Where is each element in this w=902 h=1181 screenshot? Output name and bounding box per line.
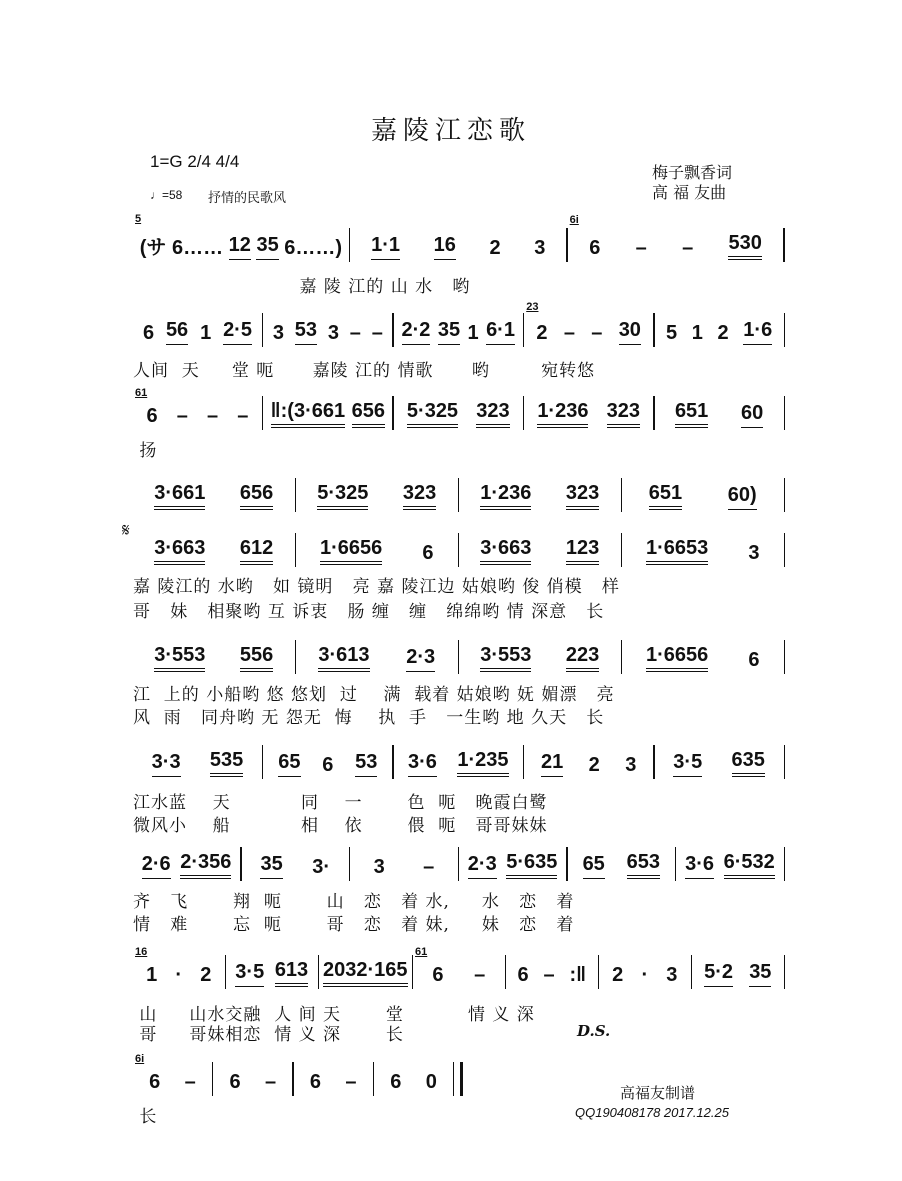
staff-system: [133, 849, 785, 879]
note-group: 3: [272, 322, 284, 344]
note-group: 3: [373, 856, 385, 878]
grace-note: 6i: [135, 1053, 145, 1065]
staff-system: [133, 642, 785, 672]
measure: [599, 964, 691, 987]
measure: [133, 213, 349, 260]
grace-note: 23: [526, 301, 539, 313]
bar-line: [784, 313, 786, 347]
note-group: 635: [732, 749, 765, 777]
note-group: 6: [146, 405, 158, 427]
note-group: 16: [434, 234, 456, 260]
note-group: 6·1: [486, 319, 515, 345]
note-group: –: [184, 1071, 196, 1093]
bar-line: [784, 640, 786, 674]
note-group: 3: [666, 964, 678, 986]
lyric-line: 齐 飞 翔 呃 山 恋 着 水, 水 恋 着: [133, 892, 575, 912]
note-group: :‖: [569, 964, 587, 986]
footer-contact: QQ190408178 2017.12.25: [575, 1105, 729, 1120]
note-group: 35: [256, 234, 278, 260]
measure: [655, 400, 784, 428]
measure: [524, 301, 653, 345]
note-group: 3: [625, 754, 637, 776]
measure: [226, 959, 318, 987]
note-group: 6·532: [724, 851, 775, 879]
lyric-line: 嘉 陵 江的 山 水 哟: [133, 277, 471, 297]
note-group: 5·635: [506, 851, 557, 879]
note-group: 2·6: [142, 853, 171, 879]
note-group: 35: [749, 961, 771, 987]
note-group: 323: [607, 400, 640, 428]
note-group: 1·235: [457, 749, 508, 777]
lyric-line: 江 上的 小船哟 悠 悠划 过 满 载着 姑娘哟 妩 媚漂 亮: [133, 685, 615, 705]
note-group: –: [474, 964, 486, 986]
measure: [133, 319, 262, 345]
note-group: –: [349, 322, 361, 344]
note-group: 6: [748, 649, 760, 671]
note-group: 530: [728, 232, 761, 260]
note-group: 2·165: [356, 959, 407, 987]
measure: [296, 644, 458, 672]
measure: [459, 482, 621, 510]
note-group: 556: [240, 644, 273, 672]
footer-maker: 高福友制谱: [620, 1084, 696, 1102]
note-group: 53: [295, 319, 317, 345]
staff-system: [133, 535, 785, 565]
note-group: 2·5: [223, 319, 252, 345]
measure: [350, 234, 566, 260]
measure: [133, 946, 225, 987]
note-group: 1: [467, 322, 479, 344]
note-group: 6: [149, 1071, 161, 1093]
measure: [524, 751, 653, 777]
measure: [296, 482, 458, 510]
note-group: 2: [588, 754, 600, 776]
measure: [319, 959, 412, 987]
measure: [568, 851, 675, 879]
note-group: 3·: [312, 856, 331, 878]
note-group: 123: [566, 537, 599, 565]
note-group: 2: [612, 964, 624, 986]
note-group: 651: [649, 482, 682, 510]
lyric-line: 人间 天 堂 呃 嘉陵 江的 情歌 哟 宛转悠: [133, 361, 596, 381]
note-group: 223: [566, 644, 599, 672]
note-group: 1·6656: [646, 644, 708, 672]
bar-line: [784, 745, 786, 779]
staff-system: [133, 301, 785, 345]
note-group: 1·1: [371, 234, 400, 260]
note-group: 2·3: [406, 646, 435, 672]
note-group: 35: [438, 319, 460, 345]
measure: [506, 964, 598, 987]
measure: [263, 751, 392, 777]
bar-line: [784, 955, 786, 989]
note-group: 2: [717, 322, 729, 344]
style-marking: 抒情的民歌风: [208, 190, 287, 205]
note-group: 2·2: [402, 319, 431, 345]
measure: [133, 851, 240, 879]
note-group: 1·6653: [646, 537, 708, 565]
grace-note: 5: [135, 213, 142, 225]
staff-system: [133, 387, 785, 428]
staff-system: [133, 1053, 463, 1094]
note-group: 3·661: [154, 482, 205, 510]
note-group: 21: [541, 751, 563, 777]
note-group: 6: [229, 1071, 241, 1093]
lyric-line: 微风小 船 相 依 偎 呃 哥哥妹妹: [133, 816, 548, 836]
note-group: 65: [278, 751, 300, 777]
note-group: –: [206, 405, 219, 427]
measure: [213, 1071, 292, 1094]
measure: [413, 946, 505, 987]
note-group: –: [237, 405, 249, 427]
measure: [133, 749, 262, 777]
note-group: 53: [355, 751, 377, 777]
note-group: –: [635, 237, 647, 259]
note-group: –: [423, 856, 435, 878]
measure: [622, 537, 784, 565]
note-group: 3: [534, 237, 546, 259]
lyric-line: 扬: [133, 441, 158, 461]
song-title: 嘉陵江恋歌: [370, 116, 531, 146]
note-group: 323: [476, 400, 509, 428]
note-group: 3·5: [235, 961, 264, 987]
measure: [242, 853, 349, 879]
grace-note: 6i: [569, 214, 579, 226]
lyric-line: 山 山水交融 人 间 天 堂 情 义 深: [133, 1005, 535, 1025]
note-group: 6: [589, 237, 601, 259]
measure: [133, 482, 295, 510]
note-group: ·: [175, 964, 183, 986]
tempo: ♩=58: [150, 188, 183, 202]
lyric-line: 江水蓝 天 同 一 色 呃 晚霞白鹭: [133, 793, 548, 813]
note-group: 3·613: [318, 644, 369, 672]
note-group: –: [682, 237, 694, 259]
lyric-line: 哥 哥妹相恋 情 义 深 长: [133, 1025, 436, 1045]
grace-note: 61: [135, 387, 148, 399]
note-group: 5: [665, 322, 678, 344]
note-group: 1·236: [480, 482, 531, 510]
bar-line: [783, 228, 785, 262]
note-group: 323: [403, 482, 436, 510]
note-group: 5·2: [704, 961, 733, 987]
note-group: 3·6: [408, 751, 437, 777]
note-group: 3: [748, 542, 760, 564]
measure: [692, 961, 784, 987]
note-group: 6: [432, 964, 444, 986]
note-group: 656: [240, 482, 273, 510]
lyric-line: 风 雨 同舟哟 无 怨无 悔 执 手 一生哟 地 久天 长: [133, 708, 605, 728]
note-group: 653: [627, 851, 660, 879]
note-group: 1·6656: [320, 537, 382, 565]
lyric-line: 情 难 忘 呃 哥 恋 着 妹, 妹 恋 着: [133, 915, 575, 935]
measure: [676, 851, 783, 879]
note-group: 535: [210, 749, 243, 777]
lyricist: 梅子飘香词: [652, 163, 733, 182]
measure: [568, 214, 784, 260]
note-group: 1·6: [743, 319, 772, 345]
segno-icon: 𝄋: [122, 520, 130, 541]
note-group: 2·3: [468, 853, 497, 879]
note-group: 2: [489, 237, 501, 259]
note-group: 6……: [171, 237, 224, 259]
measure: [133, 1053, 212, 1094]
bar-line: [784, 847, 786, 881]
measure: [394, 749, 523, 777]
measure: [294, 1071, 373, 1094]
bar-line: [453, 1062, 463, 1096]
measure: [394, 400, 523, 428]
note-group: –: [371, 322, 383, 344]
measure: [524, 400, 653, 428]
measure: [459, 537, 621, 565]
note-group: 3·553: [480, 644, 531, 672]
note-group: 60: [741, 402, 763, 428]
note-group: 2: [536, 322, 548, 344]
staff-system: [133, 213, 785, 260]
note-group: –: [345, 1071, 357, 1093]
measure: [263, 319, 392, 345]
note-group: 6……): [284, 237, 343, 259]
note-group: 5·325: [407, 400, 458, 428]
measure: [655, 749, 784, 777]
note-group: 3: [327, 322, 339, 344]
note-group: 5·325: [317, 482, 368, 510]
note-group: 6: [390, 1071, 402, 1093]
note-group: 3·663: [154, 537, 205, 565]
note-group: 203: [323, 959, 356, 987]
note-group: 1: [200, 322, 212, 344]
measure: [133, 387, 262, 428]
bar-line: [784, 533, 786, 567]
lyric-line: 长: [133, 1107, 158, 1127]
note-group: 656: [352, 400, 385, 428]
note-group: 651: [675, 400, 708, 428]
note-group: –: [591, 322, 603, 344]
note-group: ·: [641, 964, 649, 986]
note-group: 2·356: [180, 851, 231, 879]
note-group: 1: [146, 964, 158, 986]
measure: [374, 1071, 453, 1094]
measure: [622, 644, 784, 672]
lyric-line: 嘉 陵江的 水哟 如 镜明 亮 嘉 陵江边 姑娘哟 俊 俏模 样: [133, 577, 620, 597]
note-group: –: [543, 964, 555, 986]
note-group: 323: [566, 482, 599, 510]
measure: [263, 400, 392, 428]
measure: [394, 319, 523, 345]
staff-system: [133, 747, 785, 777]
note-group: 3·553: [154, 644, 205, 672]
note-group: ‖:(3·661: [271, 400, 345, 428]
note-group: 6: [309, 1071, 322, 1093]
note-group: 65: [583, 853, 605, 879]
lyric-line: 哥 妹 相聚哟 互 诉衷 肠 缠 缠 绵绵哟 情 深意 长: [133, 602, 605, 622]
note-group: 613: [275, 959, 308, 987]
ds-marking: D.S.: [577, 1022, 611, 1040]
measure: [459, 644, 621, 672]
note-group: 3·6: [685, 853, 714, 879]
note-group: 6: [517, 964, 529, 986]
note-group: 1·236: [537, 400, 588, 428]
grace-note: 16: [135, 946, 148, 958]
bar-line: [784, 478, 786, 512]
note-group: (サ: [139, 237, 167, 259]
measure: [296, 537, 458, 565]
note-group: 6: [142, 322, 155, 344]
key-signature: 1=G 2/4 4/4: [150, 152, 240, 171]
note-group: 1: [691, 322, 703, 344]
measure: [133, 644, 295, 672]
note-group: 12: [229, 234, 251, 260]
note-group: 3·5: [673, 751, 702, 777]
note-group: 3·3: [152, 751, 181, 777]
note-group: 612: [240, 537, 273, 565]
measure: [622, 482, 784, 510]
note-group: 6: [322, 754, 334, 776]
measure: [459, 851, 566, 879]
note-group: –: [176, 405, 188, 427]
measure: [655, 319, 784, 345]
note-group: 30: [619, 319, 641, 345]
note-group: 56: [166, 319, 188, 345]
note-group: 6: [422, 542, 434, 564]
note-group: 60): [728, 484, 757, 510]
measure: [350, 856, 457, 879]
bar-line: [784, 396, 786, 430]
note-group: –: [264, 1071, 277, 1093]
measure: [133, 537, 295, 565]
note-group: 35: [260, 853, 282, 879]
note-group: –: [563, 322, 575, 344]
grace-note: 61: [415, 946, 428, 958]
staff-system: [133, 480, 785, 510]
composer: 高 福 友曲: [652, 183, 727, 202]
staff-system: [133, 946, 785, 987]
note-group: 0: [425, 1071, 437, 1093]
note-group: 3·663: [480, 537, 531, 565]
note-group: 2: [200, 964, 212, 986]
